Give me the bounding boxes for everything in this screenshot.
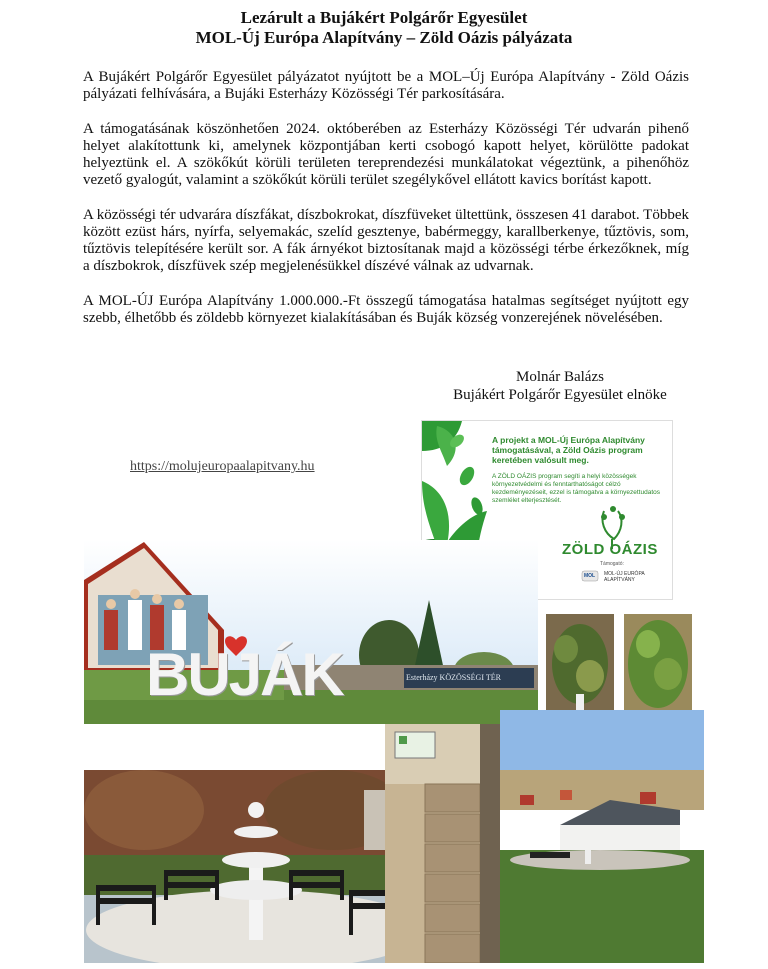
fountain-photo [84,770,429,963]
fountain-graphic [84,770,429,963]
bujak-letters: BUJÁK [146,641,343,708]
title-line-1: Lezárult a Bujákért Polgárőr Egyesület [240,8,528,27]
signature-name: Molnár Balázs [516,369,604,385]
village-graphic [500,710,704,963]
plant-2-graphic [624,614,692,714]
page-title [0,8,768,48]
foundation-link[interactable]: https://molujeuropaalapitvany.hu [130,459,315,474]
signature-role: Bujákért Polgárőr Egyesület elnöke [453,387,667,403]
paragraph-1: A Bujákért Polgárőr Egyesület pályázatot nyújtott be a MOL–Új Európa Alapítvány - Zöld Oázis pályázati felhívására, a Bujáki Esterházy Közösségi Tér parkosítására. [83,69,689,102]
stone-wall-graphic [385,724,500,963]
poster-headline: A projekt a MOL-Új Európa Alapítvány támogatásával, a Zöld Oázis program keretében valósult meg. [492,435,645,465]
signature [430,368,690,404]
plant-photo-2 [624,614,692,714]
plant-1-graphic [546,614,614,714]
bujak-sign-photo [84,540,538,724]
paragraph-2: A támogatásának köszönhetően 2024. októberében az Esterházy Közösségi Tér udvarán pihenő helyet alakítottunk ki, amelynek központjában kerti csobogó kapott helyet, körülötte padokat helyeztünk el. A szökőkút körüli területen tereprendezési munkálatokat végeztünk, a pihenőhöz vezető gyalogút, valamint a szökőkút körüli terület szegélykővel ellátott kavics borítást kapott. [83,121,689,188]
stone-wall-photo [385,724,500,963]
sponsor-label: Támogató: [600,561,624,567]
paragraph-4: A MOL-ÚJ Európa Alapítvány 1.000.000.-Ft összegű támogatása hatalmas segítséget nyújtott egy szebb, élhetőbb és zöldebb környezet kialakításában és Buják község vonzerejének növelésében. [83,293,689,326]
paragraph-3: A közösségi tér udvarára díszfákat, díszbokrokat, díszfüveket ültettünk, összesen 41 darabot. Többek között ezüst hárs, nyírfa, selyemakác, szelíd gesztenye, babérmeggy, karallberkenye, tűztövis, som, tűztövis telepítésére került sor. A fák árnyékot biztosítanak majd a közösségi térbe érkezőknek, míg a díszbokrok, díszfüvek szép megjelenésükkel díszévé válnak az udvarnak. [83,207,689,274]
title-line-2: MOL-Új Európa Alapítvány – Zöld Oázis pályázata [195,28,573,47]
zold-oazis-logo: ZÖLD OÁZIS [562,541,658,558]
plant-photo-1 [546,614,614,714]
esterhazy-sign: Esterházy KÖZÖSSÉGI TÉR [406,673,501,682]
village-photo [500,710,704,963]
sponsor-name: MOL-ÚJ EURÓPA ALAPÍTVÁNY [604,571,645,583]
mol-logo: MOL [584,573,596,579]
poster-body: A ZÖLD OÁZIS program segíti a helyi közösségek környezetvédelmi és fenntarthatóságot célzó kezdeményezéseit, ezzel is támogatva a környezettudatos szemlélet elterjesztését. [492,473,661,504]
